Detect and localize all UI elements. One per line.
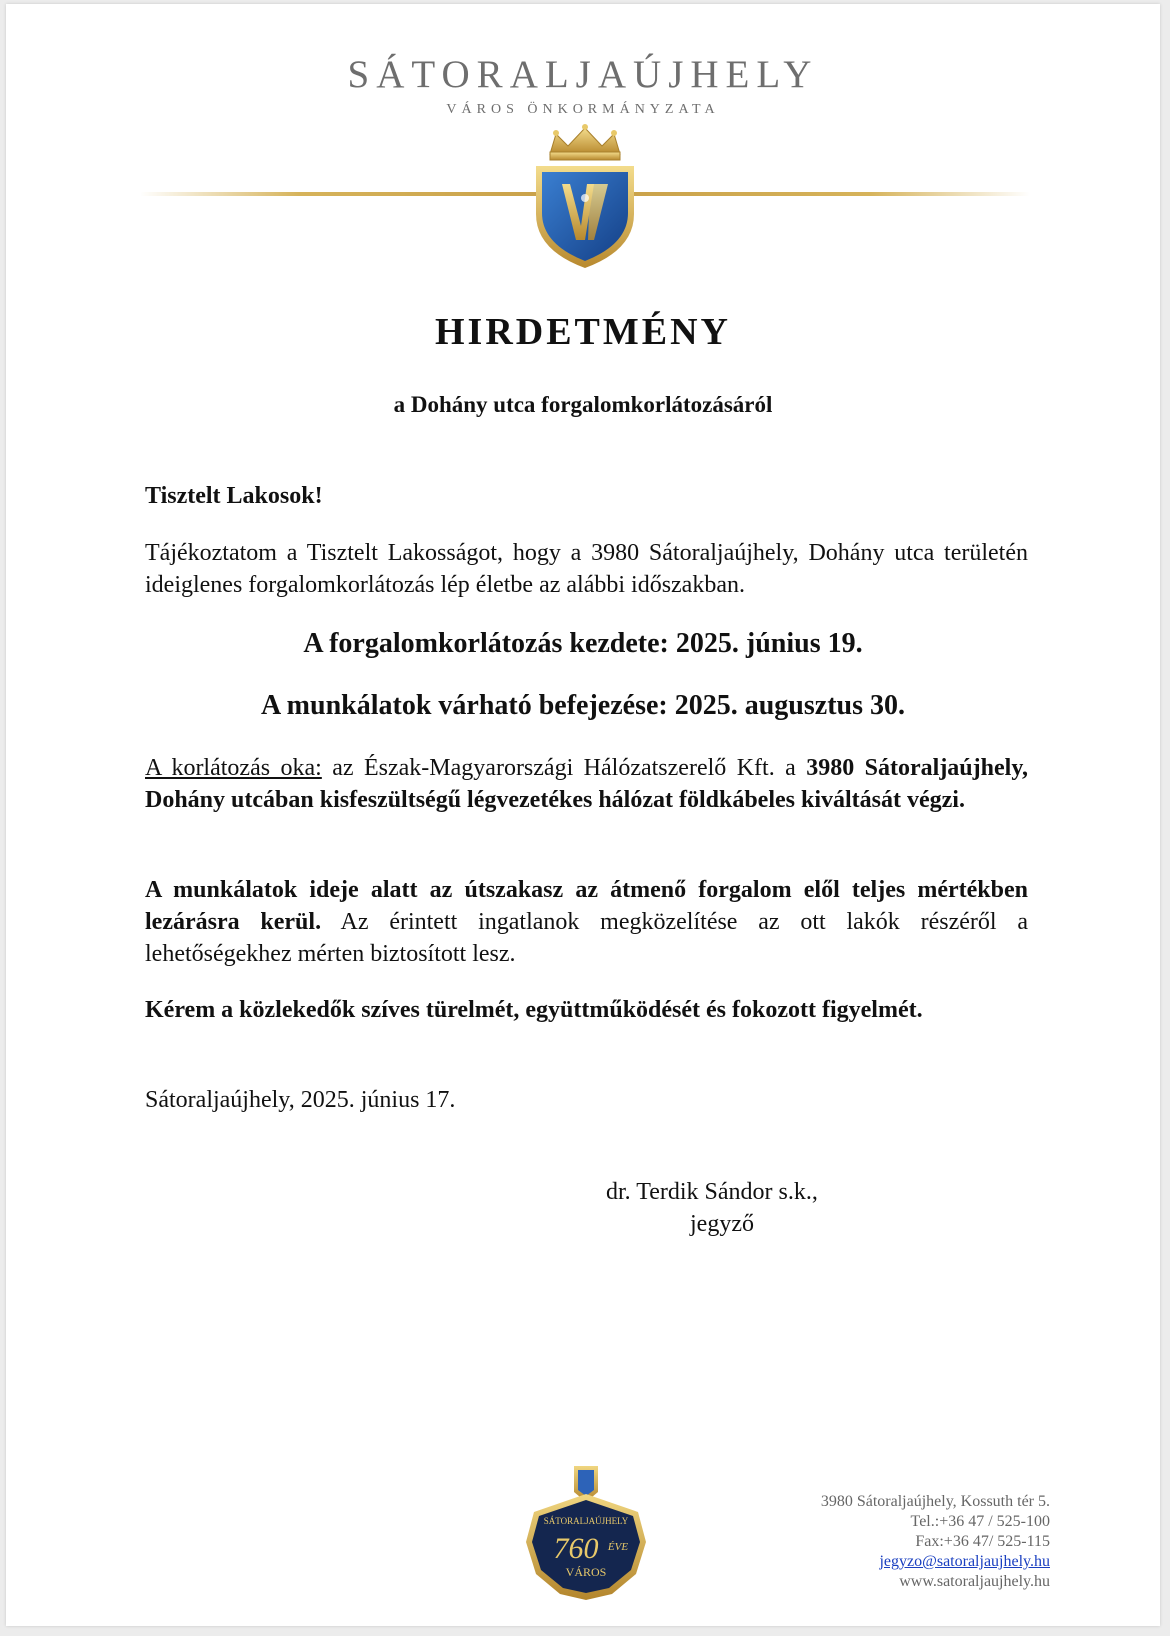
signatory-role: jegyző [690, 1211, 754, 1237]
signatory-name: dr. Terdik Sándor s.k., [606, 1179, 818, 1205]
intro-paragraph: Tájékoztatom a Tisztelt Lakosságot, hogy a 3980 Sátoraljaújhely, Dohány utca területén ideiglenes forgalomkorlátozás lép életbe az alábbi időszakban. [145, 540, 1028, 598]
reason-label: A korlátozás oka: [145, 755, 322, 781]
notice-subtitle: a Dohány utca forgalomkorlátozásáról [393, 392, 773, 417]
dateline: Sátoraljaújhely, 2025. június 17. [145, 1087, 456, 1113]
badge-word: ÉVE [607, 1541, 629, 1553]
document-page [6, 4, 1160, 1626]
badge-number: 760 [553, 1532, 599, 1565]
restriction-start: A forgalomkorlátozás kezdete: 2025. június 19. [303, 628, 863, 659]
works-text: Az érintett ingatlanok megközelítése az ott lakók részéről a lehetőségekhez mérten biztosított lesz. [145, 909, 1028, 967]
works-paragraph [145, 874, 1028, 970]
badge-top-text: SÁTORALJAÚJHELY [543, 1516, 629, 1526]
coat-of-arms-icon [530, 122, 640, 272]
greeting: Tisztelt Lakosok! [145, 483, 323, 509]
header-city-name: SÁTORALJAÚJHELY [347, 53, 819, 96]
signature-block [606, 1176, 866, 1240]
reason-bold-text: 3980 Sátoraljaújhely, Dohány utcában kisfeszültségű légvezetékes hálózat földkábeles kiváltását végzi. [145, 755, 1028, 813]
header-subtitle: VÁROS ÖNKORMÁNYZATA [446, 102, 720, 117]
works-end: A munkálatok várható befejezése: 2025. augusztus 30. [261, 690, 905, 721]
contact-address: 3980 Sátoraljaújhely, Kossuth tér 5. [820, 1493, 1050, 1510]
header-gold-line-right [628, 192, 1030, 196]
reason-text: az Észak-Magyarországi Hálózatszerelő Kft. a [321, 755, 807, 781]
contact-block [821, 1492, 1050, 1592]
anniversary-badge [522, 1462, 650, 1604]
contact-fax: Fax:+36 47/ 525-115 [915, 1533, 1050, 1550]
badge-bottom-text: VÁROS [565, 1565, 607, 1579]
request-paragraph: Kérem a közlekedők szíves türelmét, együttműködését és fokozott figyelmét. [145, 997, 923, 1023]
reason-paragraph [145, 752, 1028, 816]
contact-email-link[interactable]: jegyzo@satoraljaujhely.hu [879, 1553, 1050, 1570]
contact-website: www.satoraljaujhely.hu [899, 1573, 1050, 1590]
header-gold-line-left [140, 192, 538, 196]
works-bold-text: A munkálatok ideje alatt az útszakasz az átmenő forgalom elől teljes mértékben lezárásra kerül. [145, 877, 1028, 935]
contact-phone: Tel.:+36 47 / 525-100 [910, 1513, 1050, 1530]
notice-title: HIRDETMÉNY [434, 311, 732, 353]
